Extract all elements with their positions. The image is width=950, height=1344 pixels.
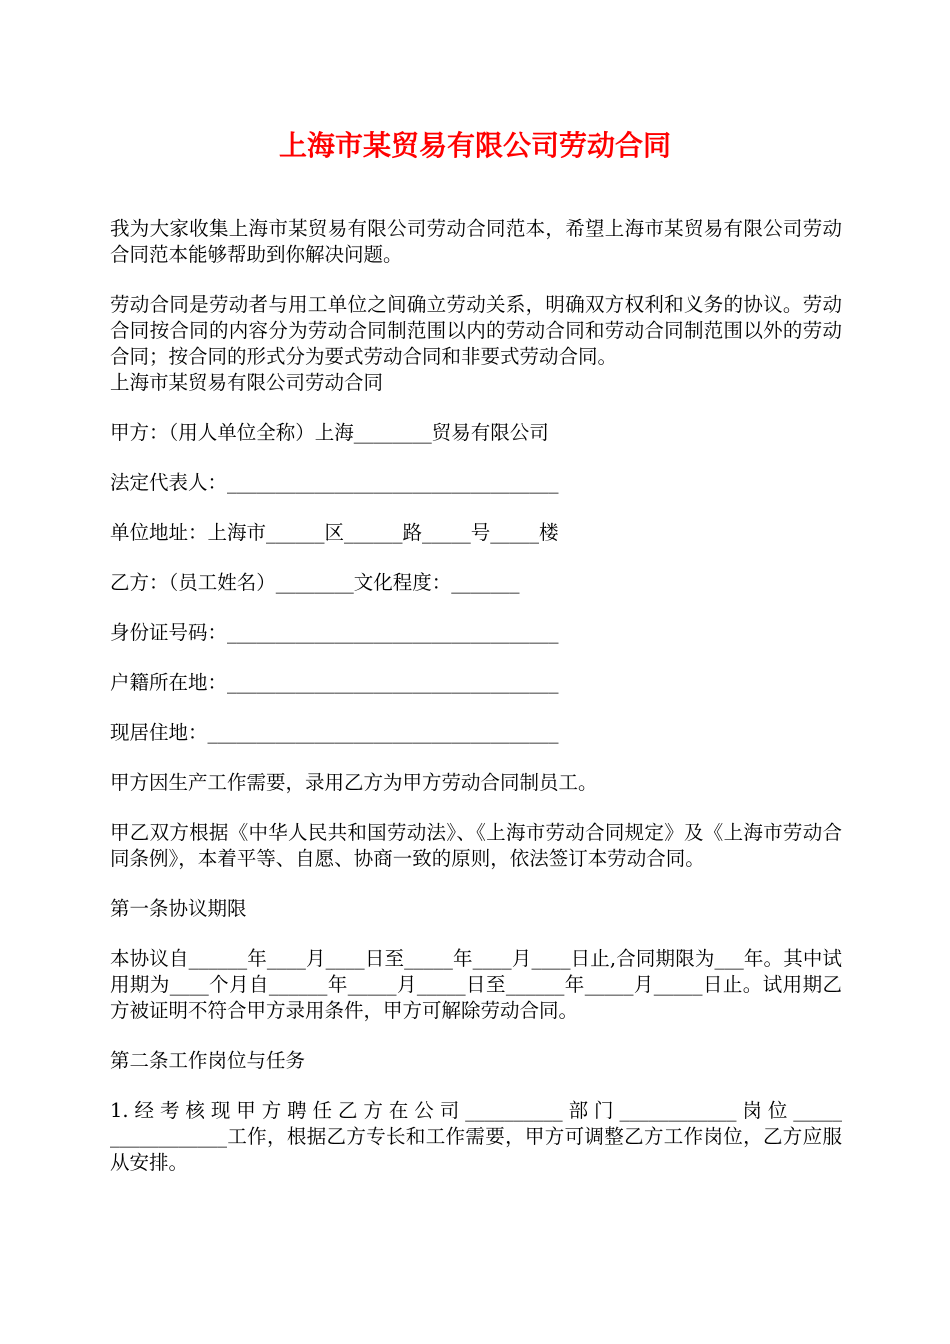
legal-basis-paragraph: 甲乙双方根据《中华人民共和国劳动法》、《上海市劳动合同规定》及《上海市劳动合同条例》，本着平等、自愿、协商一致的原则，依法签订本劳动合同。 xyxy=(110,821,842,870)
article-1-text: 本协议自______年____月____日至_____年____月____日止,合同期限为___年。其中试用期为____个月自______年_____月_____日至______年_____月_____日止。试用期乙方被证明不符合甲方录用条件，甲方可解除劳动合同。 xyxy=(110,947,842,1022)
document-title: 上海市某贸易有限公司劳动合同 xyxy=(278,129,671,162)
article-2-item-1: 1.经考核现甲方聘任乙方在公司__________部门____________岗位_____ ____________工作，根据乙方专长和工作需要，甲方可调整乙方工作岗位，乙方应服从安排。 xyxy=(110,1099,842,1174)
intro-paragraph: 我为大家收集上海市某贸易有限公司劳动合同范本，希望上海市某贸易有限公司劳动合同范本能够帮助到你解决问题。 xyxy=(110,217,842,266)
document-body xyxy=(110,216,842,1200)
employment-paragraph: 甲方因生产工作需要，录用乙方为甲方劳动合同制员工。 xyxy=(110,771,598,794)
article-1-heading: 第一条协议期限 xyxy=(110,897,247,920)
current-residence-field: 现居住地：____________________________________ xyxy=(110,721,559,744)
party-a-field: 甲方：（用人单位全称）上海________贸易有限公司 xyxy=(110,421,549,444)
definition-paragraph: 劳动合同是劳动者与用工单位之间确立劳动关系，明确双方权利和义务的协议。劳动合同按合同的内容分为劳动合同制范围以内的劳动合同和劳动合同制范围以外的劳动合同；按合同的形式分为要式劳动合同和非要式劳动合同。 xyxy=(110,293,842,368)
article-2-heading: 第二条工作岗位与任务 xyxy=(110,1049,306,1072)
contract-subtitle: 上海市某贸易有限公司劳动合同 xyxy=(110,371,384,394)
household-registration-field: 户籍所在地：__________________________________ xyxy=(110,671,559,694)
legal-representative-field: 法定代表人：__________________________________ xyxy=(110,471,559,494)
company-address-field: 单位地址：上海市______区______路_____号_____楼 xyxy=(110,521,559,544)
id-number-field: 身份证号码：__________________________________ xyxy=(110,621,559,644)
party-b-field: 乙方：（员工姓名）________文化程度：_______ xyxy=(110,571,520,594)
